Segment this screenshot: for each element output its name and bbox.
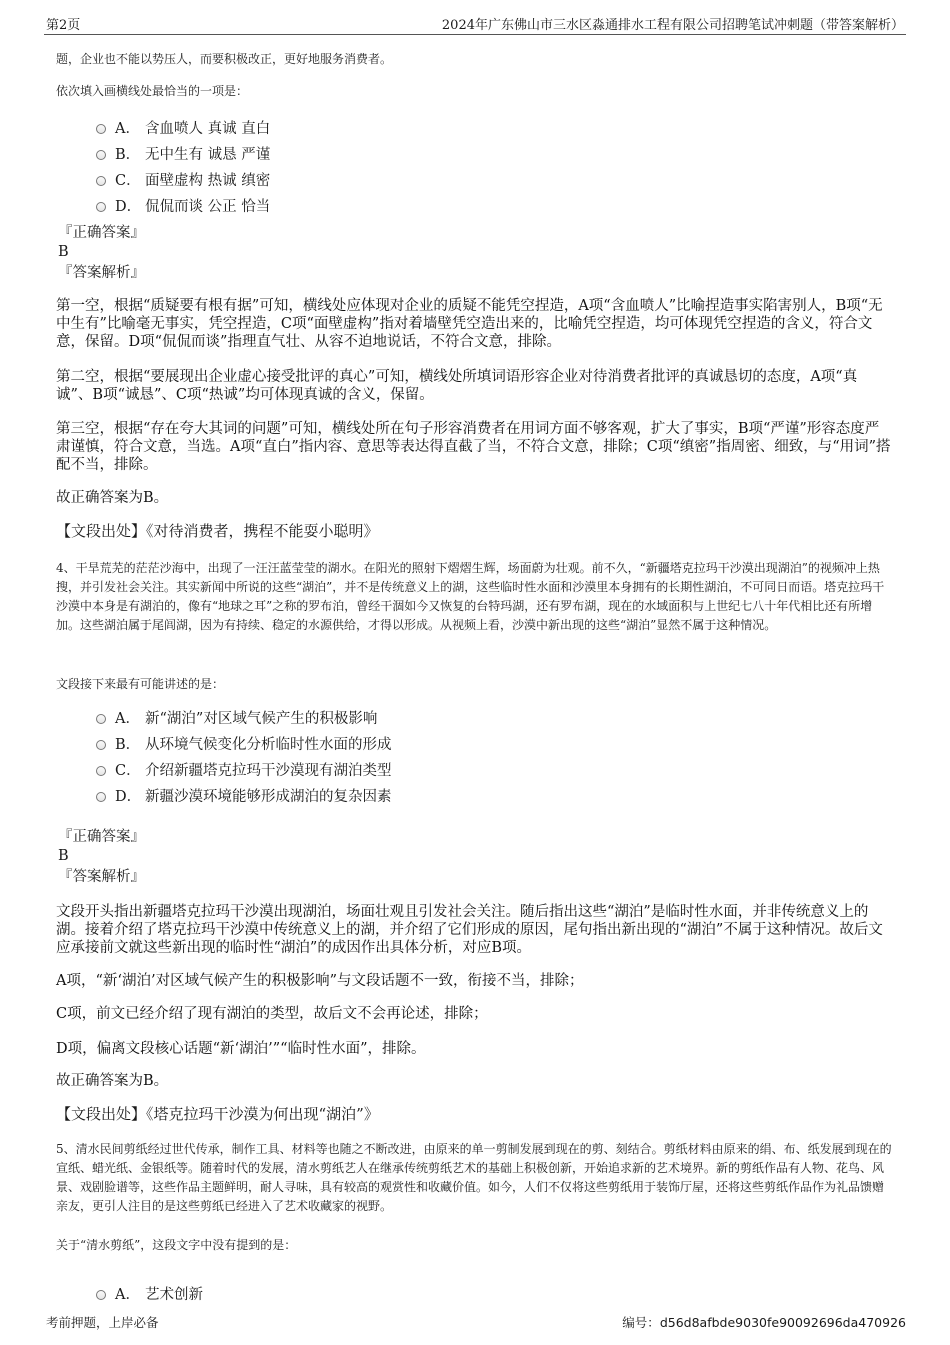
q4-correct-answer: B (58, 848, 69, 864)
page-header (44, 10, 906, 35)
q4-options (96, 704, 392, 808)
q4-analysis-label: 『答案解析』 (58, 869, 145, 885)
q4-passage: 4、干旱荒芜的茫茫沙海中，出现了一汪汪蓝莹莹的湖水。在阳光的照射下熠熠生辉，场面蔚为壮观。前不久，“新疆塔克拉玛干沙漠出现湖泊”的视频冲上热搜，并引发社会关注。其实新闻中所说的这些“湖泊”，并不是传统意义上的湖，这些临时性水面和沙漠里本身拥有的长期性湖泊，不可同日而语。塔克拉玛干沙漠中本身是有湖泊的，像有“地球之耳”之称的罗布泊，曾经干涸如今又恢复的台特玛湖，还有罗布湖，现在的水域面积与上世纪七八十年代相比还有所增加。这些湖泊属于尾闾湖，因为有持续、稳定的水源供给，才得以形成。从视频上看，沙漠中新出现的这些“湖泊”显然不属于这种情况。 (56, 561, 885, 632)
q3-prompt: 依次填入画横线处最恰当的一项是： (56, 84, 249, 98)
radio-icon[interactable] (96, 176, 106, 186)
radio-icon[interactable] (96, 714, 106, 724)
q4-option-b[interactable]: B． 从环境气候变化分析临时性水面的形成 (96, 730, 392, 756)
q3-analysis-1: 第一空，根据“质疑要有根有据”可知，横线处应体现对企业的质疑不能凭空捏造，A项“含血喷人”比喻捏造事实陷害别人，B项“无中生有”比喻毫无事实，凭空捏造，C项“面壁虚构”指对着墙壁凭空造出来的，比喻凭空捏造，均可体现凭空捏造的含义，符合文意，保留。D项“侃侃而谈”指理直气壮、从容不迫地说话，不符合文意，排除。 (56, 298, 883, 350)
q4-analysis-4: D项，偏离文段核心话题“新‘湖泊’”“临时性水面”，排除。 (56, 1041, 426, 1057)
q3-option-b[interactable]: B． 无中生有 诚恳 严谨 (96, 140, 270, 166)
q3-option-d[interactable]: D． 侃侃而谈 公正 恰当 (96, 192, 270, 218)
q3-correct-label: 『正确答案』 (58, 225, 145, 241)
document-title: 2024年广东佛山市三水区淼通排水工程有限公司招聘笔试冲刺题（带答案解析） (441, 18, 904, 33)
radio-icon[interactable] (96, 740, 106, 750)
q4-option-c[interactable]: C． 介绍新疆塔克拉玛干沙漠现有湖泊类型 (96, 756, 392, 782)
q4-correct-label: 『正确答案』 (58, 829, 145, 845)
radio-icon[interactable] (96, 202, 106, 212)
q5-passage: 5、清水民间剪纸经过世代传承，制作工具、材料等也随之不断改进，由原来的单一剪制发展到现在的剪、刻结合。剪纸材料由原来的绢、布、纸发展到现在的宣纸、蜡光纸、金银纸等。随着时代的发展，清水剪纸艺人在继承传统剪纸艺术的基础上积极创新，开始追求新的艺术境界。新的剪纸作品有人物、花鸟、风景、戏剧脸谱等，这些作品主题鲜明，耐人寻味，具有较高的观赏性和收藏价值。如今，人们不仅将这些剪纸用于装饰厅屋，还将这些剪纸作品作为礼品馈赠亲友，更引人注目的是这些剪纸已经进入了艺术收藏家的视野。 (56, 1142, 892, 1213)
q3-analysis-2: 第二空，根据“要展现出企业虚心接受批评的真心”可知，横线处所填词语形容企业对待消费者批评的真诚恳切的态度，A项“真诚”、B项“诚恳”、C项“热诚”均可体现真诚的含义，保留。 (56, 369, 858, 403)
q3-source: 【文段出处】《对待消费者，携程不能耍小聪明》 (56, 522, 379, 540)
radio-icon[interactable] (96, 766, 106, 776)
q3-options (96, 114, 270, 218)
q4-prompt: 文段接下来最有可能讲述的是： (56, 677, 225, 691)
q4-option-a[interactable]: A． 新“湖泊”对区域气候产生的积极影响 (96, 704, 392, 730)
q5-option-a[interactable]: A． 艺术创新 (96, 1280, 203, 1306)
q3-option-c[interactable]: C． 面壁虚构 热诚 缜密 (96, 166, 270, 192)
q3-option-a[interactable]: A． 含血喷人 真诚 直白 (96, 114, 270, 140)
q4-analysis-3: C项，前文已经介绍了现有湖泊的类型，故后文不会再论述，排除； (56, 1006, 488, 1022)
q4-analysis-2: A项，“新‘湖泊’对区域气候产生的积极影响”与文段话题不一致，衔接不当，排除； (56, 973, 584, 989)
q5-options (96, 1280, 203, 1306)
radio-icon[interactable] (96, 150, 106, 160)
radio-icon[interactable] (96, 792, 106, 802)
radio-icon[interactable] (96, 1290, 106, 1300)
q5-prompt: 关于“清水剪纸”，这段文字中没有提到的是： (56, 1238, 297, 1252)
q3-conclusion: 故正确答案为B。 (56, 490, 169, 506)
footer-slogan: 考前押题，上岸必备 (46, 1315, 159, 1330)
q4-conclusion: 故正确答案为B。 (56, 1073, 169, 1089)
q4-source: 【文段出处】《塔克拉玛干沙漠为何出现“湖泊”》 (56, 1105, 379, 1123)
q4-analysis-1: 文段开头指出新疆塔克拉玛干沙漠出现湖泊，场面壮观且引发社会关注。随后指出这些“湖泊”是临时性水面，并非传统意义上的湖。接着介绍了塔克拉玛干沙漠中传统意义上的湖，并介绍了它们形成的原因，尾句指出新出现的“湖泊”不属于这种情况。故后文应承接前文就这些新出现的临时性“湖泊”的成因作出具体分析，对应B项。 (56, 904, 883, 956)
document-code: 编号：d56d8afbde9030fe90092696da470926 (622, 1315, 906, 1330)
q4-option-d[interactable]: D． 新疆沙漠环境能够形成湖泊的复杂因素 (96, 782, 392, 808)
q3-analysis-label: 『答案解析』 (58, 265, 145, 281)
q3-analysis-3: 第三空，根据“存在夸大其词的问题”可知，横线处所在句子形容消费者在用词方面不够客观，扩大了事实，B项“严谨”形容态度严肃谨慎，符合文意，当选。A项“直白”指内容、意思等表达得直截了当，不符合文意，排除；C项“缜密”指周密、细致，与“用词”搭配不当，排除。 (56, 421, 891, 473)
radio-icon[interactable] (96, 124, 106, 134)
page-number: 第2页 (46, 18, 81, 33)
q3-passage-tail: 题，企业也不能以势压人，而要积极改正，更好地服务消费者。 (56, 52, 393, 66)
q3-correct-answer: B (58, 244, 69, 260)
